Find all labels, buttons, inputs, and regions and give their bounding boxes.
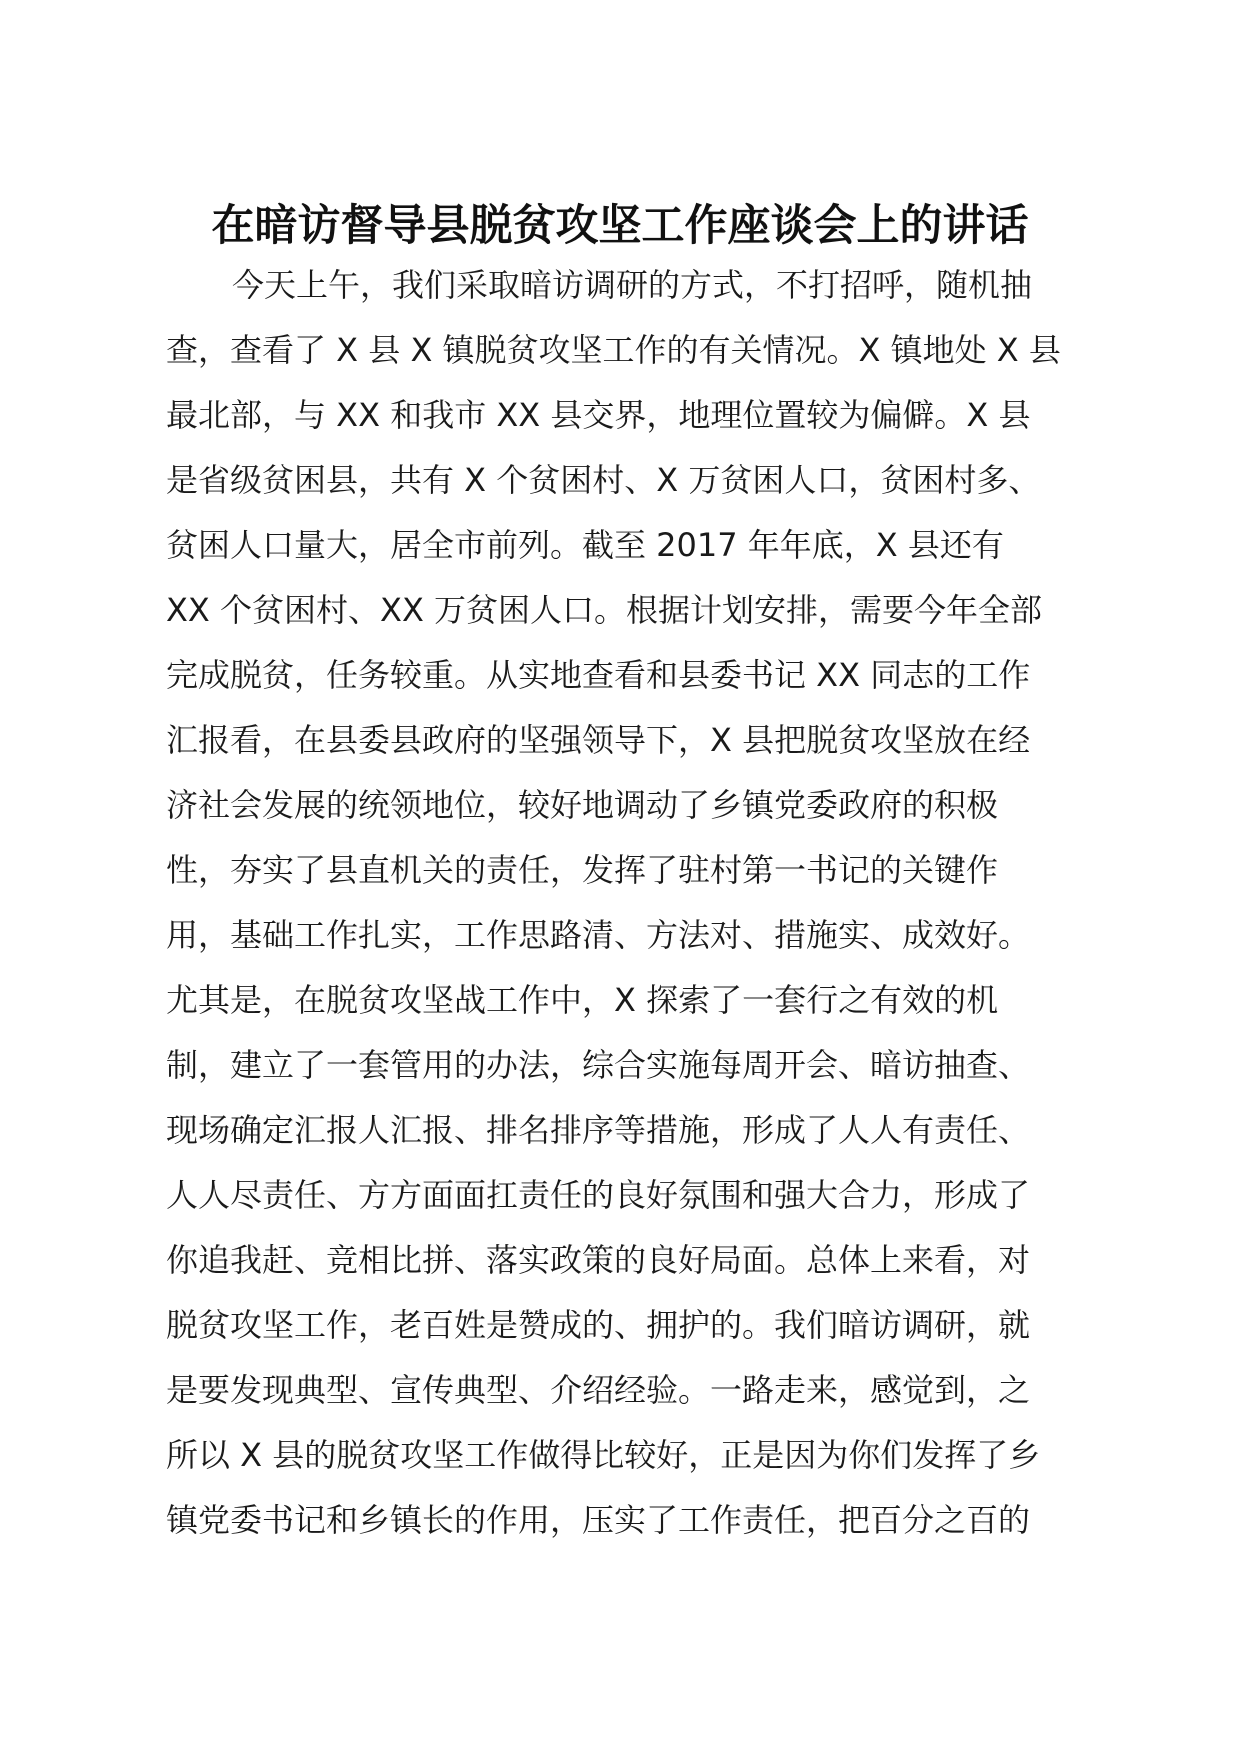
- paragraph-line: 镇党委书记和乡镇长的作用，压实了工作责任，把百分之百的: [166, 1501, 1031, 1539]
- body-paragraph: [166, 253, 1086, 1553]
- paragraph-line: 尤其是，在脱贫攻坚战工作中，X 探索了一套行之有效的机: [166, 981, 999, 1019]
- paragraph-line: 是要发现典型、宣传典型、介绍经验。一路走来，感觉到，之: [166, 1371, 1031, 1409]
- paragraph-line: 性，夯实了县直机关的责任，发挥了驻村第一书记的关键作: [166, 851, 999, 889]
- paragraph-line: 最北部，与 XX 和我市 XX 县交界，地理位置较为偏僻。X 县: [166, 396, 1031, 434]
- paragraph-line: 今天上午，我们采取暗访调研的方式，不打招呼，随机抽: [232, 266, 1033, 304]
- paragraph-line: 所以 X 县的脱贫攻坚工作做得比较好，正是因为你们发挥了乡: [166, 1436, 1041, 1474]
- paragraph-line: 人人尽责任、方方面面扛责任的良好氛围和强大合力，形成了: [166, 1176, 1031, 1214]
- paragraph-line: 是省级贫困县，共有 X 个贫困村、X 万贫困人口，贫困村多、: [166, 461, 1041, 499]
- paragraph-line: 用，基础工作扎实，工作思路清、方法对、措施实、成效好。: [166, 916, 1031, 954]
- paragraph-line: 汇报看，在县委县政府的坚强领导下，X 县把脱贫攻坚放在经: [166, 721, 1031, 759]
- paragraph-line: XX 个贫困村、XX 万贫困人口。根据计划安排，需要今年全部: [166, 591, 1043, 629]
- paragraph-line: 现场确定汇报人汇报、排名排序等措施，形成了人人有责任、: [166, 1111, 1031, 1149]
- paragraph-line: 完成脱贫，任务较重。从实地查看和县委书记 XX 同志的工作: [166, 656, 1031, 694]
- paragraph-line: 查，查看了 X 县 X 镇脱贫攻坚工作的有关情况。X 镇地处 X 县: [166, 331, 1061, 369]
- paragraph-line: 济社会发展的统领地位，较好地调动了乡镇党委政府的积极: [166, 786, 999, 824]
- document-title: 在暗访督导县脱贫攻坚工作座谈会上的讲话: [211, 201, 1029, 251]
- paragraph-line: 脱贫攻坚工作，老百姓是赞成的、拥护的。我们暗访调研，就: [166, 1306, 1031, 1344]
- paragraph-line: 贫困人口量大，居全市前列。截至 2017 年年底，X 县还有: [166, 526, 1004, 564]
- paragraph-line: 制，建立了一套管用的办法，综合实施每周开会、暗访抽查、: [166, 1046, 1031, 1084]
- paragraph-line: 你追我赶、竞相比拼、落实政策的良好局面。总体上来看，对: [166, 1241, 1031, 1279]
